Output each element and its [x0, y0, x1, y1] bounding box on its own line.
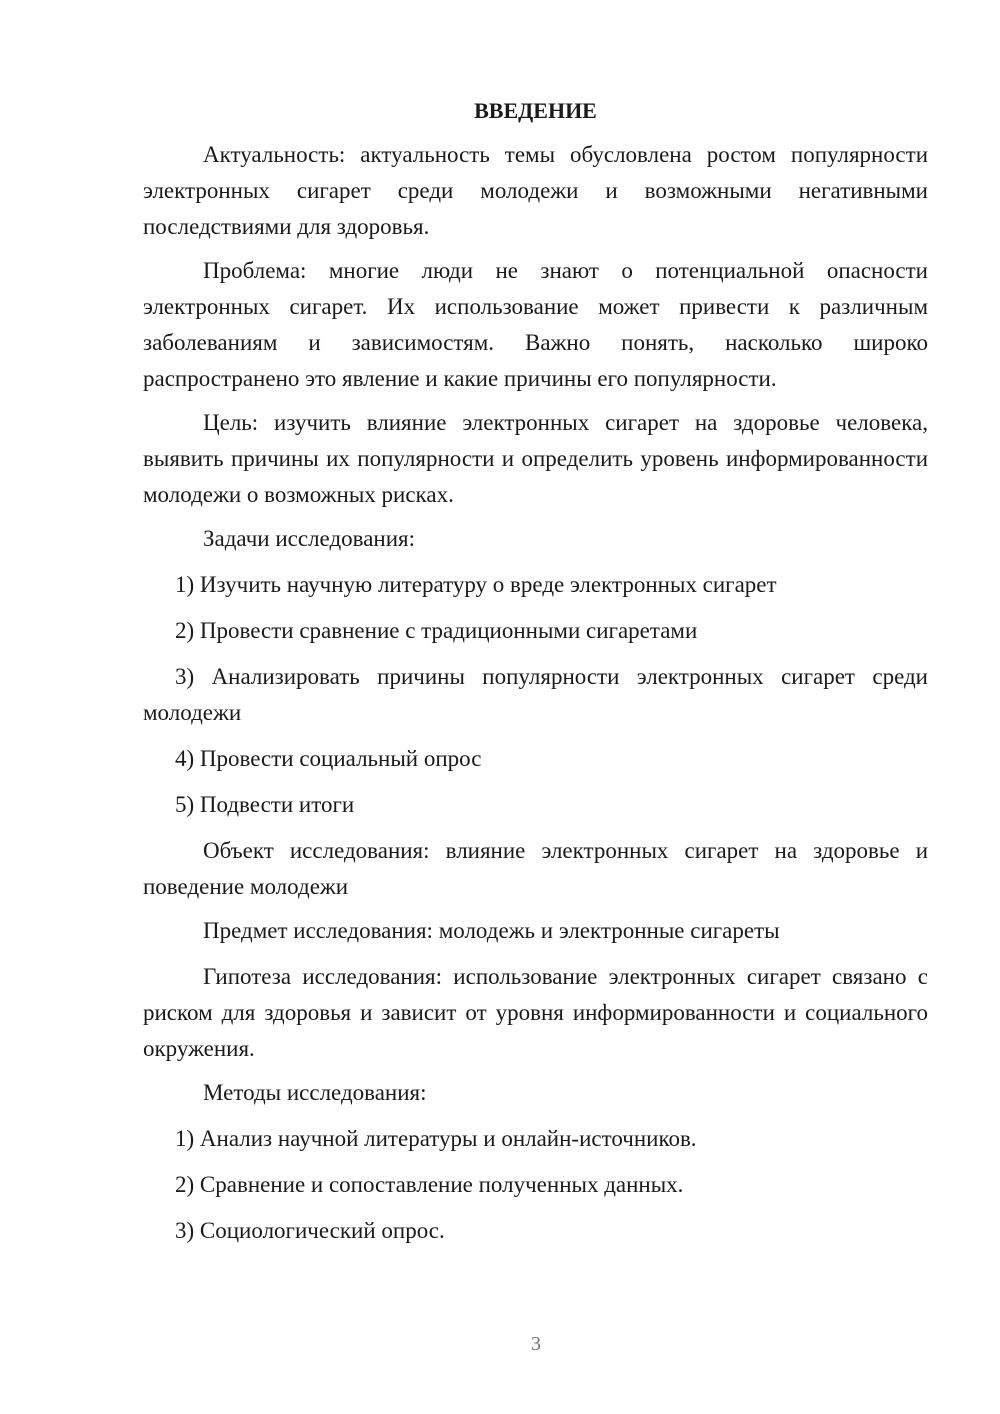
page-content — [143, 95, 928, 1259]
object-paragraph: Объект исследования: влияние электронных сигарет на здоровье и поведение молодежи — [143, 838, 928, 899]
task-item-5: 5) Подвести итоги — [175, 792, 355, 817]
method-item-3: 3) Социологический опрос. — [175, 1218, 445, 1243]
hypothesis-paragraph: Гипотеза исследования: использование электронных сигарет связано с риском для здоровья и зависит от уровня информированности и социального окружения. — [143, 964, 928, 1061]
goal-paragraph: Цель: изучить влияние электронных сигарет на здоровье человека, выявить причины их популярности и определить уровень информированности молодежи о возможных рисках. — [143, 410, 928, 507]
page-number: 3 — [531, 1333, 541, 1355]
methods-heading: Методы исследования: — [203, 1080, 427, 1105]
method-item-2: 2) Сравнение и сопоставление полученных данных. — [175, 1172, 684, 1197]
tasks-heading: Задачи исследования: — [203, 526, 416, 551]
task-item-1: 1) Изучить научную литературу о вреде электронных сигарет — [175, 572, 777, 597]
task-item-2: 2) Провести сравнение с традиционными сигаретами — [175, 618, 698, 643]
section-title: ВВЕДЕНИЕ — [474, 98, 597, 123]
task-item-4: 4) Провести социальный опрос — [175, 746, 482, 771]
relevance-paragraph: Актуальность: актуальность темы обусловлена ростом популярности электронных сигарет среди молодежи и возможными негативными последствиями для здоровья. — [143, 142, 928, 239]
subject-paragraph: Предмет исследования: молодежь и электронные сигареты — [203, 918, 780, 943]
method-item-1: 1) Анализ научной литературы и онлайн-источников. — [175, 1126, 697, 1151]
task-item-3: 3) Анализировать причины популярности электронных сигарет среди молодежи — [143, 664, 928, 725]
problem-paragraph: Проблема: многие люди не знают о потенциальной опасности электронных сигарет. Их использование может привести к различным заболеваниям и зависимостям. Важно понять, насколько широко распространено это явление и какие причины его популярности. — [143, 258, 928, 391]
